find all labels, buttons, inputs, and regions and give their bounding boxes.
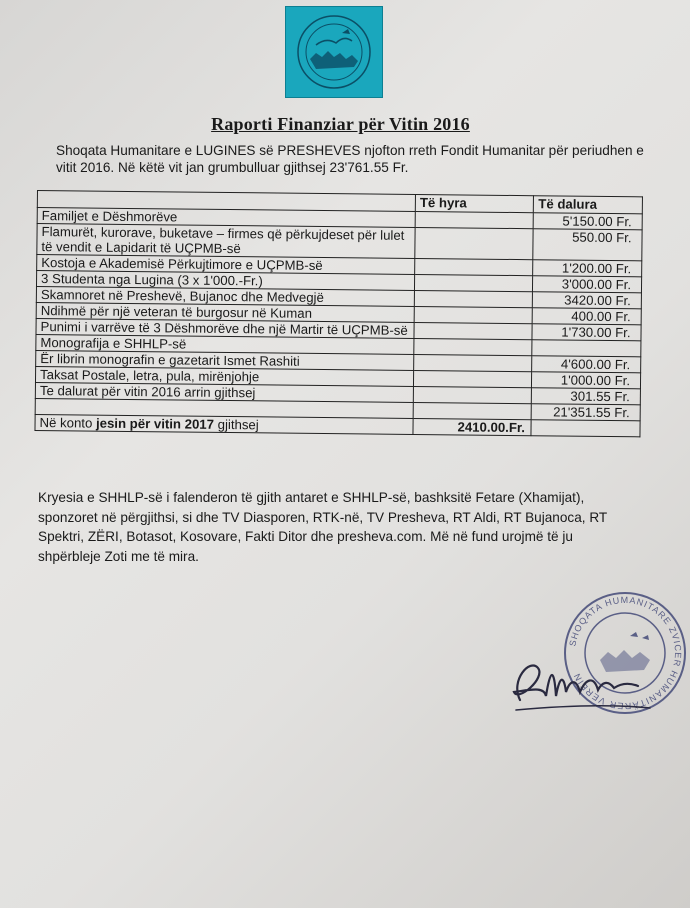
closing-paragraph: Kryesia e SHHLP-së i falenderon të gjith antaret e SHHLP-së, bashksitë Fetare (Xhamijat), sponzoret në përgjithsi, si dhe TV Diasporen, RTK-në, TV Presheva, RT Aldi, RT Bujanoca, RT Spektri, ZËRI, Botasot, Kosovare, Fakti Ditor dhe presheva.com. Më në fund urojmë të ju shpërbleje Zoti me të mira. xyxy=(38,490,607,564)
row-label: Punimi i varrëve të 3 Dëshmorëve dhe një Martir të UÇPMB-së xyxy=(36,318,414,338)
row-income xyxy=(414,274,533,291)
balance-prefix: Në konto xyxy=(39,415,97,431)
row-label: 3 Studenta nga Lugina (3 x 1'000.-Fr.) xyxy=(36,271,414,291)
row-expense: 1'730.00 Fr. xyxy=(532,324,641,341)
row-label: Ër librin monografin e gazetarit Ismet Rashiti xyxy=(36,350,414,370)
handwritten-signature xyxy=(500,640,660,720)
row-expense: 301.55 Fr. xyxy=(532,388,641,405)
row-label: Flamurët, kurorave, buketave – firmes që përkujdeset për lulet të vendit e Lapidarit të UÇPMB-së xyxy=(37,224,415,259)
row-label: Te dalurat për vitin 2016 arrin gjithsej xyxy=(35,382,413,402)
row-expense: 3420.00 Fr. xyxy=(533,292,642,309)
intro-paragraph: Shoqata Humanitare e LUGINES së PRESHEVES njofton rreth Fondit Humanitar për periudhen e vitit 2016. Në këtë vit jan grumbulluar gjithsej 23'761.55 Fr. xyxy=(56,143,644,175)
row-label: Kostoja e Akademisë Përkujtimore e UÇPMB-së xyxy=(37,255,415,275)
row-expense: 3'000.00 Fr. xyxy=(533,276,642,293)
row-label: Taksat Postale, letra, pula, mirënjohje xyxy=(35,366,413,386)
row-income xyxy=(415,227,534,259)
row-income xyxy=(413,386,532,403)
balance-bold: jesin për vitin 2017 xyxy=(95,415,215,432)
balance-income: 2410.00.Fr. xyxy=(413,418,532,435)
row-expense: 1'000.00 Fr. xyxy=(532,372,641,389)
finance-table xyxy=(34,190,642,437)
row-expense: 1'200.00 Fr. xyxy=(533,260,642,277)
balance-suffix: gjithsej xyxy=(213,416,259,433)
row-income xyxy=(414,322,533,339)
row-income xyxy=(414,306,533,323)
row-income xyxy=(414,290,533,307)
balance-expense xyxy=(531,420,640,437)
row-expense: 4'600.00 Fr. xyxy=(532,356,641,373)
balance-label xyxy=(35,414,413,434)
header-expense: Të dalura xyxy=(534,196,643,214)
row-income xyxy=(414,354,533,371)
row-expense: 5'150.00 Fr. xyxy=(534,213,643,230)
logo-emblem-icon xyxy=(286,7,382,97)
svg-text:SHOQATA HUMANITARE ZVICER HUMA: SHOQATA HUMANITARE ZVICER HUMANITÄRER VEREIN xyxy=(567,594,684,712)
row-income xyxy=(415,211,534,228)
row-expense: 400.00 Fr. xyxy=(533,308,642,325)
row-label: Ndihmë për një veteran të burgosur në Kuman xyxy=(36,302,414,322)
row-label: Skamnoret në Preshevë, Bujanoc dhe Medvegjë xyxy=(36,286,414,306)
header-income: Të hyra xyxy=(415,194,534,212)
organization-logo xyxy=(285,6,383,98)
row-label: Familjet e Dëshmorëve xyxy=(37,208,415,228)
row-income xyxy=(413,370,532,387)
row-expense: 21'351.55 Fr. xyxy=(532,404,641,421)
row-label: Monografija e SHHLP-së xyxy=(36,334,414,354)
row-income xyxy=(415,258,534,275)
row-income xyxy=(414,338,533,355)
row-expense xyxy=(532,340,641,357)
report-title: Raporti Finanziar për Vitin 2016 xyxy=(211,114,470,134)
row-income xyxy=(413,402,532,419)
row-expense: 550.00 Fr. xyxy=(533,229,642,261)
